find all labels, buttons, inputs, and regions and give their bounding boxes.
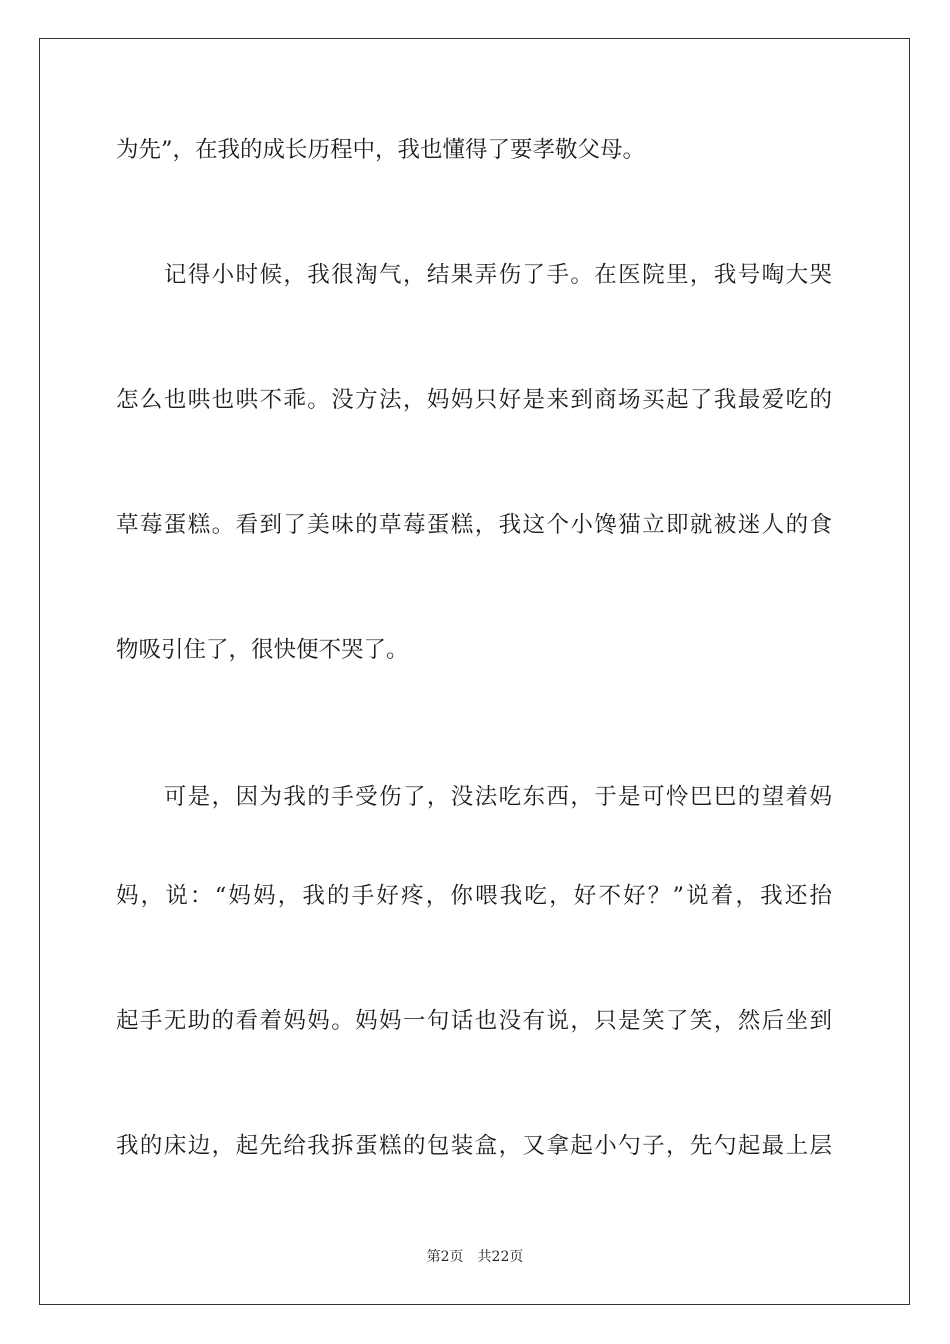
text-line-9: 我的床边，起先给我拆蛋糕的包装盒，又拿起小勺子，先勺起最上层 (116, 1133, 832, 1159)
text-line-2: 记得小时候，我很淘气，结果弄伤了手。在医院里，我号啕大哭 (116, 262, 832, 288)
page-number: 第2页 (426, 1249, 464, 1265)
text-line-5: 物吸引住了，很快便不哭了。 (116, 637, 409, 663)
page-footer (0, 1246, 950, 1266)
page-total: 共22页 (477, 1249, 524, 1265)
text-line-8: 起手无助的看着妈妈。妈妈一句话也没有说，只是笑了笑，然后坐到 (116, 1008, 832, 1034)
page-frame (39, 38, 910, 1305)
text-line-1: 为先”，在我的成长历程中，我也懂得了要孝敬父母。 (116, 137, 646, 163)
text-line-4: 草莓蛋糕。看到了美味的草莓蛋糕，我这个小馋猫立即就被迷人的食 (116, 512, 832, 538)
text-line-6: 可是，因为我的手受伤了，没法吃东西，于是可怜巴巴的望着妈 (116, 784, 832, 810)
text-line-7: 妈，说：“妈妈，我的手好疼，你喂我吃，好不好？”说着，我还抬 (116, 883, 832, 909)
text-line-3: 怎么也哄也哄不乖。没方法，妈妈只好是来到商场买起了我最爱吃的 (116, 387, 832, 413)
